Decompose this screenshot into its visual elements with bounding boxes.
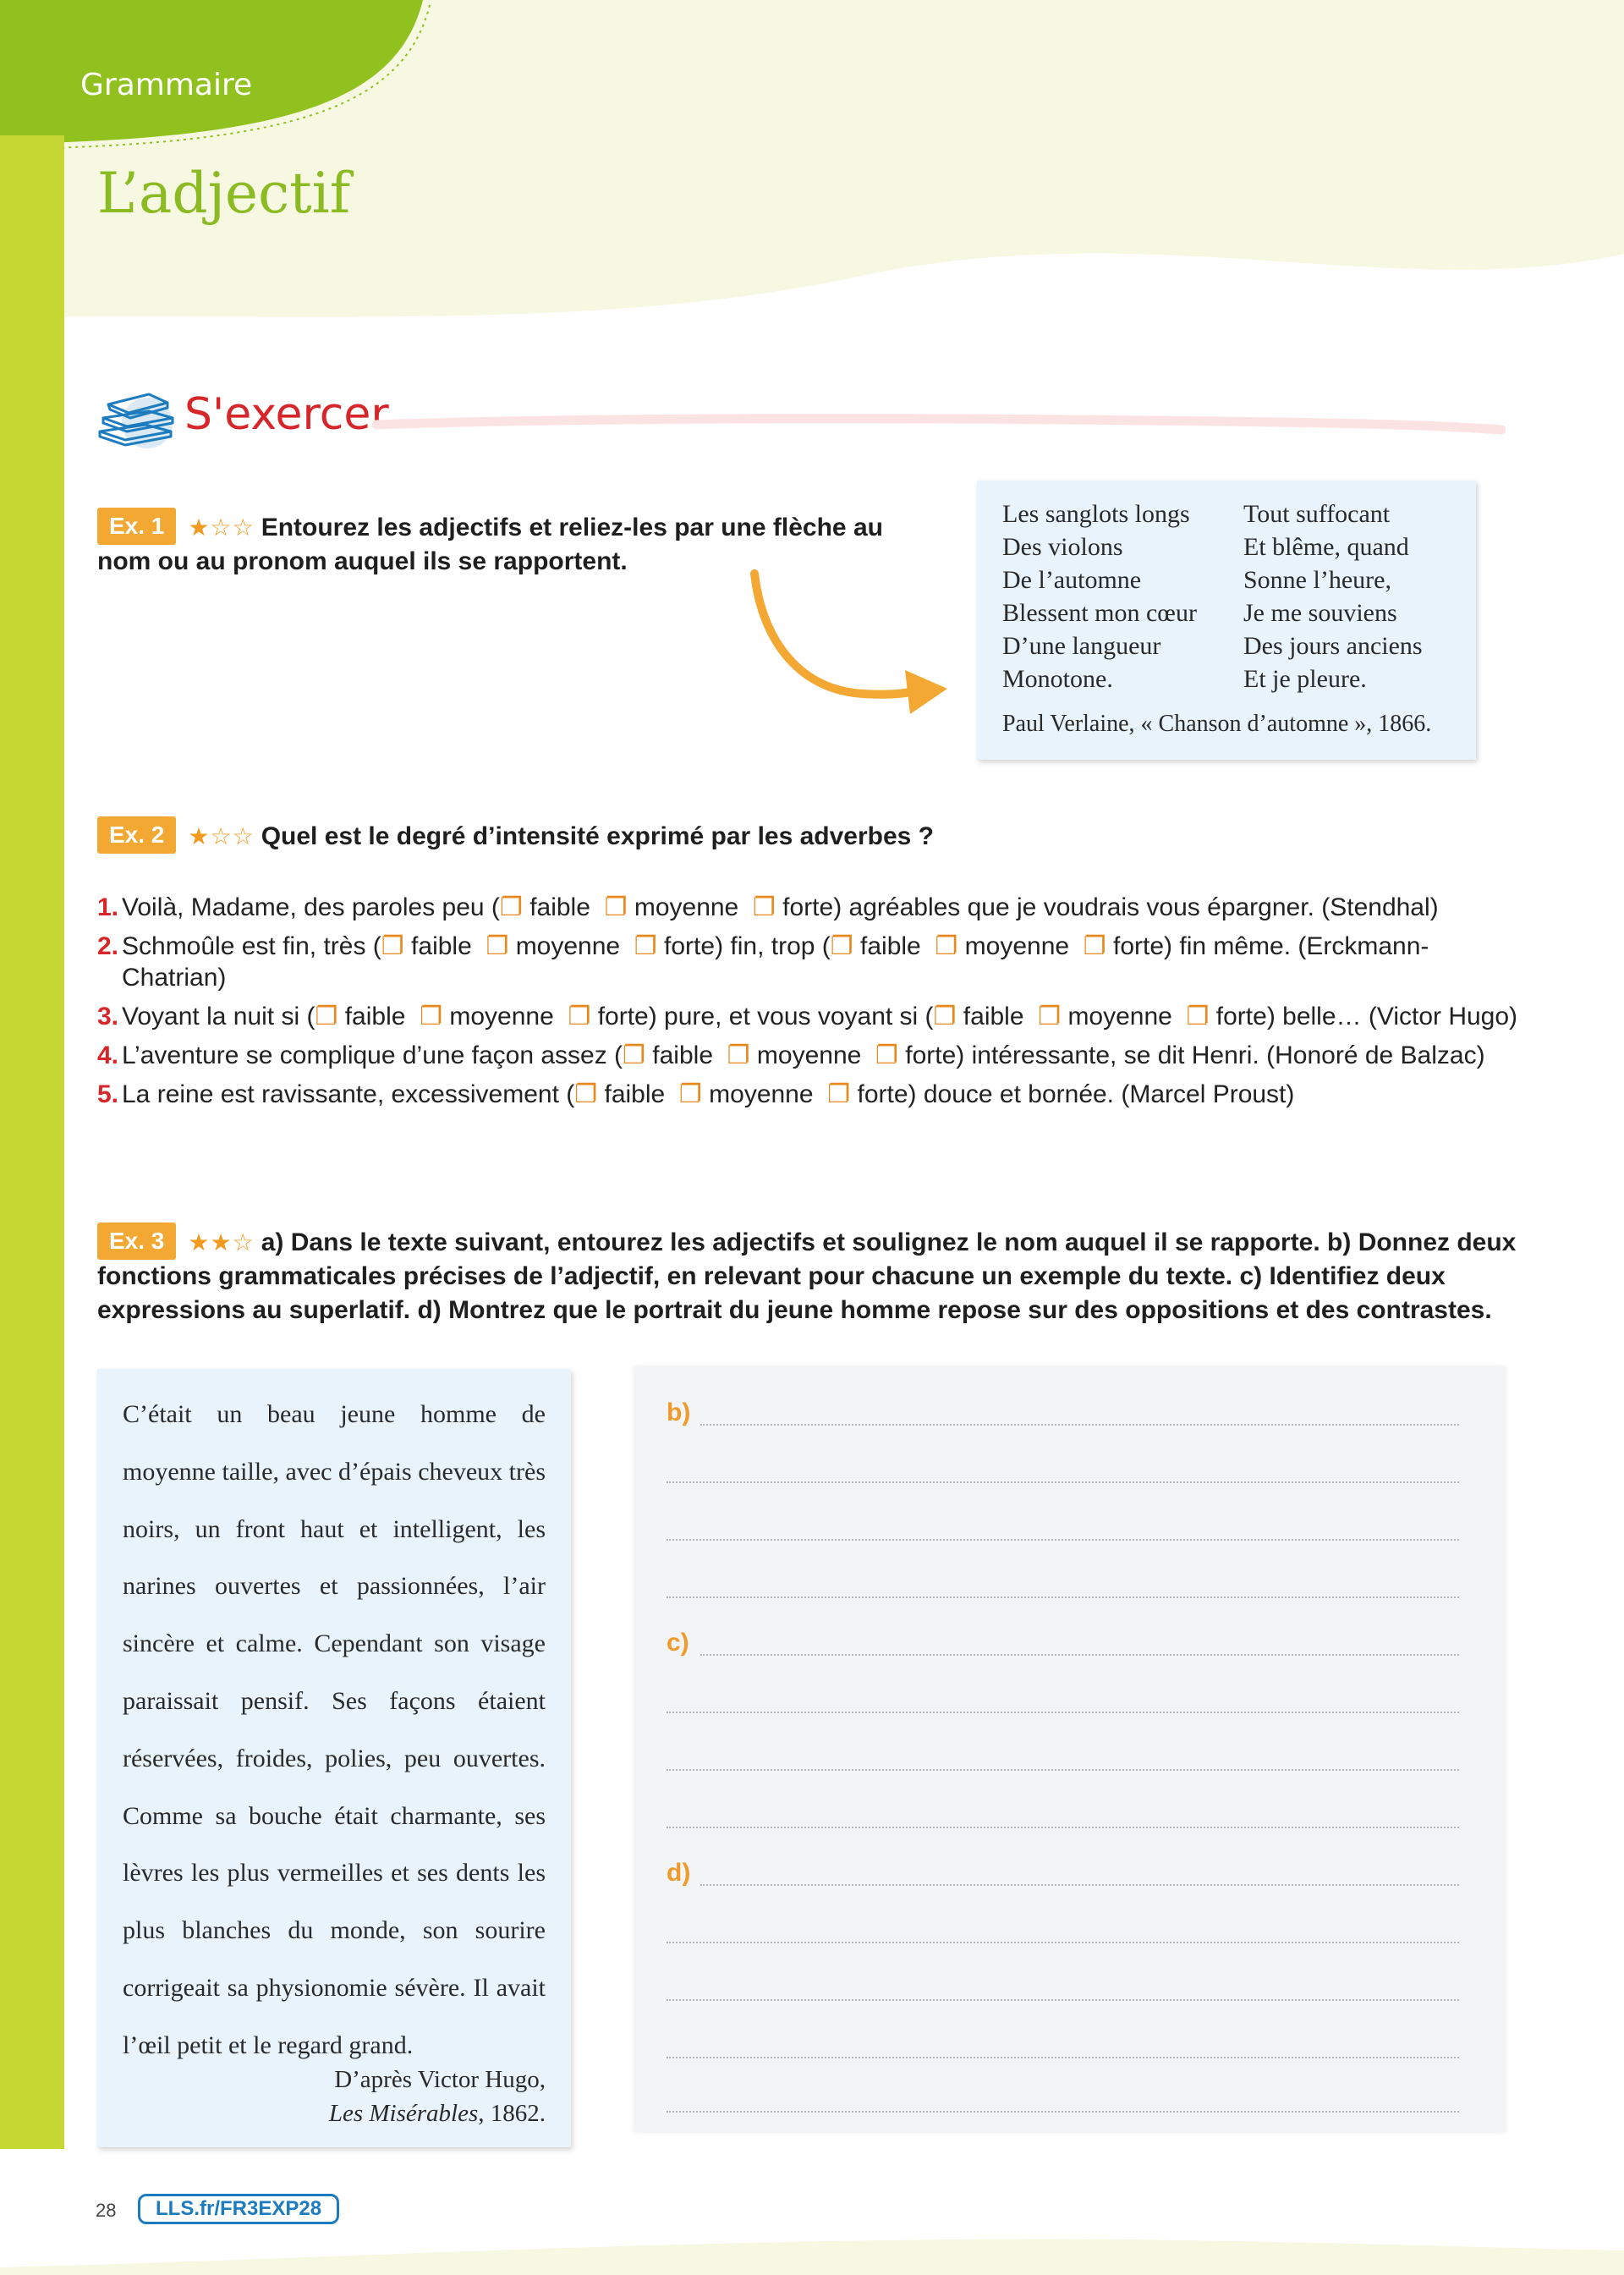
item-text: Schmoûle est fin, très (	[122, 932, 381, 960]
ex1-badge: Ex. 1	[97, 508, 176, 545]
page-title: L’adjectif	[97, 161, 351, 226]
option-label: faible	[529, 893, 590, 921]
ex3-badge: Ex. 3	[97, 1223, 176, 1260]
item-text: ) pure, et vous voyant si (	[648, 1003, 934, 1030]
item-number: 1.	[97, 893, 119, 921]
checkbox-forte[interactable]: ❐	[827, 1080, 851, 1108]
left-margin-bar	[0, 135, 64, 2149]
option-label: moyenne	[1067, 1003, 1172, 1030]
answer-line[interactable]	[667, 1712, 1459, 1713]
item-text: Voyant la nuit si (	[122, 1003, 315, 1030]
poem-line: De l’automne	[1002, 566, 1142, 594]
hugo-source	[329, 2063, 546, 2130]
option-label: faible	[604, 1080, 666, 1108]
option-label: faible	[963, 1003, 1024, 1030]
option-label: moyenne	[515, 932, 621, 960]
ex2-instruction: Quel est le degré d’intensité exprimé par les adverbes ?	[261, 822, 935, 850]
checkbox-faible[interactable]: ❐	[381, 932, 404, 960]
checkbox-moyenne[interactable]: ❐	[604, 893, 628, 921]
ex3-instruction: a) Dans le texte suivant, entourez les adjectifs et soulignez le nom auquel il se rapporte. b) Donnez deux fonctions grammaticales précises de l’adjectif, en relevant pour chacune un exemple du texte. c) Identifiez deux expressions au superlatif. d) Montrez que le portrait du jeune homme repose sur des oppositions et des contrastes.	[97, 1228, 1517, 1324]
option-label: faible	[344, 1003, 406, 1030]
checkbox-moyenne[interactable]: ❐	[486, 932, 509, 960]
poem-line: Blessent mon cœur	[1002, 599, 1197, 627]
ex3-instruction-block	[97, 1223, 1535, 1327]
list-item	[97, 1040, 1518, 1071]
item-text: Voilà, Madame, des paroles peu (	[122, 893, 500, 921]
list-item	[97, 1079, 1518, 1110]
poem-line: Les sanglots longs	[1002, 500, 1190, 528]
hugo-text: C’était un beau jeune homme de moyenne taille, avec d’épais cheveux très noirs, un front haut et intelligent, les narines ouvertes et passionnées, l’air sincère et calme. Cependant son visage paraissait pensif. Ses façons étaient réservées, froides, polies, peu ouvertes. Comme sa bouche était charmante, ses lèvres les plus vermeilles et ses dents les plus blanches du monde, son sourire corrigeait sa physionomie sévère. Il avait l’œil petit et le regard grand.	[123, 1400, 546, 2059]
answer-line[interactable]	[667, 1827, 1459, 1828]
answer-label-d: d)	[667, 1859, 691, 1887]
source-work: Les Misérables	[328, 2100, 479, 2127]
answer-line[interactable]	[700, 1884, 1459, 1886]
poem-box	[977, 481, 1476, 760]
checkbox-forte[interactable]: ❐	[752, 893, 776, 921]
checkbox-moyenne[interactable]: ❐	[1038, 1003, 1062, 1030]
checkbox-faible[interactable]: ❐	[933, 1003, 957, 1030]
item-text: ) fin même. (Erckmann-Chatrian)	[122, 932, 1429, 992]
checkbox-moyenne[interactable]: ❐	[727, 1041, 750, 1069]
ex2-list	[97, 892, 1518, 1118]
answer-line[interactable]	[667, 2111, 1459, 2113]
poem-line: Des violons	[1002, 533, 1123, 561]
option-label: moyenne	[709, 1080, 814, 1108]
option-label: faible	[860, 932, 921, 960]
books-icon	[95, 382, 188, 450]
item-text: ) douce et bornée. (Marcel Proust)	[908, 1080, 1295, 1108]
checkbox-moyenne[interactable]: ❐	[420, 1003, 443, 1030]
poem-line: Et je pleure.	[1243, 665, 1367, 693]
poem-column-2	[1243, 497, 1423, 695]
item-text: ) intéressante, se dit Henri. (Honoré de Balzac)	[956, 1041, 1485, 1069]
answer-line[interactable]	[667, 1942, 1459, 1943]
ex2-instruction-block	[97, 816, 1535, 854]
answer-line[interactable]	[700, 1424, 1459, 1426]
option-label: forte	[597, 1003, 649, 1030]
answer-label-b: b)	[667, 1399, 691, 1426]
option-label: moyenne	[449, 1003, 554, 1030]
checkbox-forte[interactable]: ❐	[568, 1003, 591, 1030]
checkbox-faible[interactable]: ❐	[499, 893, 523, 921]
checkbox-moyenne[interactable]: ❐	[935, 932, 958, 960]
option-label: moyenne	[634, 893, 739, 921]
difficulty-stars-icon: ★★☆	[188, 1229, 255, 1256]
answer-line[interactable]	[667, 1999, 1459, 2001]
option-label: moyenne	[756, 1041, 862, 1069]
poem-line: Des jours anciens	[1243, 632, 1423, 660]
checkbox-forte[interactable]: ❐	[875, 1041, 898, 1069]
answer-area[interactable]	[634, 1366, 1506, 2132]
option-label: forte	[1113, 932, 1165, 960]
option-label: faible	[411, 932, 472, 960]
answer-line[interactable]	[667, 2057, 1459, 2058]
difficulty-stars-icon: ★☆☆	[188, 823, 255, 849]
source-year: , 1862.	[478, 2100, 546, 2127]
list-item	[97, 892, 1518, 923]
answer-line[interactable]	[700, 1654, 1459, 1656]
option-label: forte	[1215, 1003, 1267, 1030]
checkbox-forte[interactable]: ❐	[1186, 1003, 1210, 1030]
item-text: La reine est ravissante, excessivement (	[122, 1080, 575, 1108]
section-label: Grammaire	[80, 68, 253, 102]
footer-wave	[0, 2234, 1624, 2275]
answer-line[interactable]	[667, 1596, 1459, 1598]
list-item	[97, 1001, 1518, 1032]
poem-column-1	[1002, 497, 1197, 695]
option-label: faible	[652, 1041, 713, 1069]
item-text: ) fin, trop (	[715, 932, 831, 960]
list-item	[97, 931, 1518, 993]
hugo-text-box	[97, 1369, 571, 2147]
item-number: 4.	[97, 1041, 119, 1069]
source-author: D’après Victor Hugo,	[334, 2066, 546, 2093]
item-number: 3.	[97, 1003, 119, 1030]
answer-label-c: c)	[667, 1629, 689, 1657]
item-text: L’aventure se complique d’une façon assez (	[122, 1041, 623, 1069]
option-label: forte	[782, 893, 834, 921]
page-number: 28	[96, 2200, 117, 2221]
checkbox-faible[interactable]: ❐	[623, 1041, 645, 1069]
answer-line[interactable]	[667, 1481, 1459, 1483]
exercer-title: S'exercer	[184, 389, 389, 440]
checkbox-faible[interactable]: ❐	[830, 932, 853, 960]
source-work-line	[329, 2096, 546, 2130]
option-label: forte	[905, 1041, 957, 1069]
answer-line[interactable]	[667, 1539, 1459, 1541]
answer-line[interactable]	[667, 1769, 1459, 1771]
poem-line: Monotone.	[1002, 665, 1113, 693]
item-number: 2.	[97, 932, 119, 960]
checkbox-moyenne[interactable]: ❐	[678, 1080, 702, 1108]
option-label: forte	[857, 1080, 908, 1108]
poem-line: Et blême, quand	[1243, 533, 1409, 561]
poem-source: Paul Verlaine, « Chanson d’automne », 1866.	[1002, 711, 1432, 737]
exercer-underline	[372, 413, 1506, 438]
checkbox-forte[interactable]: ❐	[1083, 932, 1106, 960]
item-text: ) belle… (Victor Hugo)	[1266, 1003, 1518, 1030]
ex2-badge: Ex. 2	[97, 816, 176, 854]
checkbox-forte[interactable]: ❐	[634, 932, 657, 960]
poem-line: Tout suffocant	[1243, 500, 1391, 528]
poem-line: D’une langueur	[1002, 632, 1161, 660]
checkbox-faible[interactable]: ❐	[315, 1003, 338, 1030]
option-label: forte	[664, 932, 716, 960]
checkbox-faible[interactable]: ❐	[574, 1080, 598, 1108]
option-label: moyenne	[964, 932, 1070, 960]
item-text: ) agréables que je voudrais vous épargner. (Stendhal)	[833, 893, 1439, 921]
curved-arrow-icon	[736, 558, 956, 728]
ex1-instruction: Entourez les adjectifs et reliez-les par une flèche au nom ou au pronom auquel ils se rapportent.	[97, 514, 883, 575]
item-number: 5.	[97, 1080, 119, 1108]
poem-line: Je me souviens	[1243, 599, 1397, 627]
resource-link[interactable]: LLS.fr/FR3EXP28	[138, 2194, 339, 2224]
poem-line: Sonne l’heure,	[1243, 566, 1391, 594]
difficulty-stars-icon: ★☆☆	[188, 514, 255, 541]
